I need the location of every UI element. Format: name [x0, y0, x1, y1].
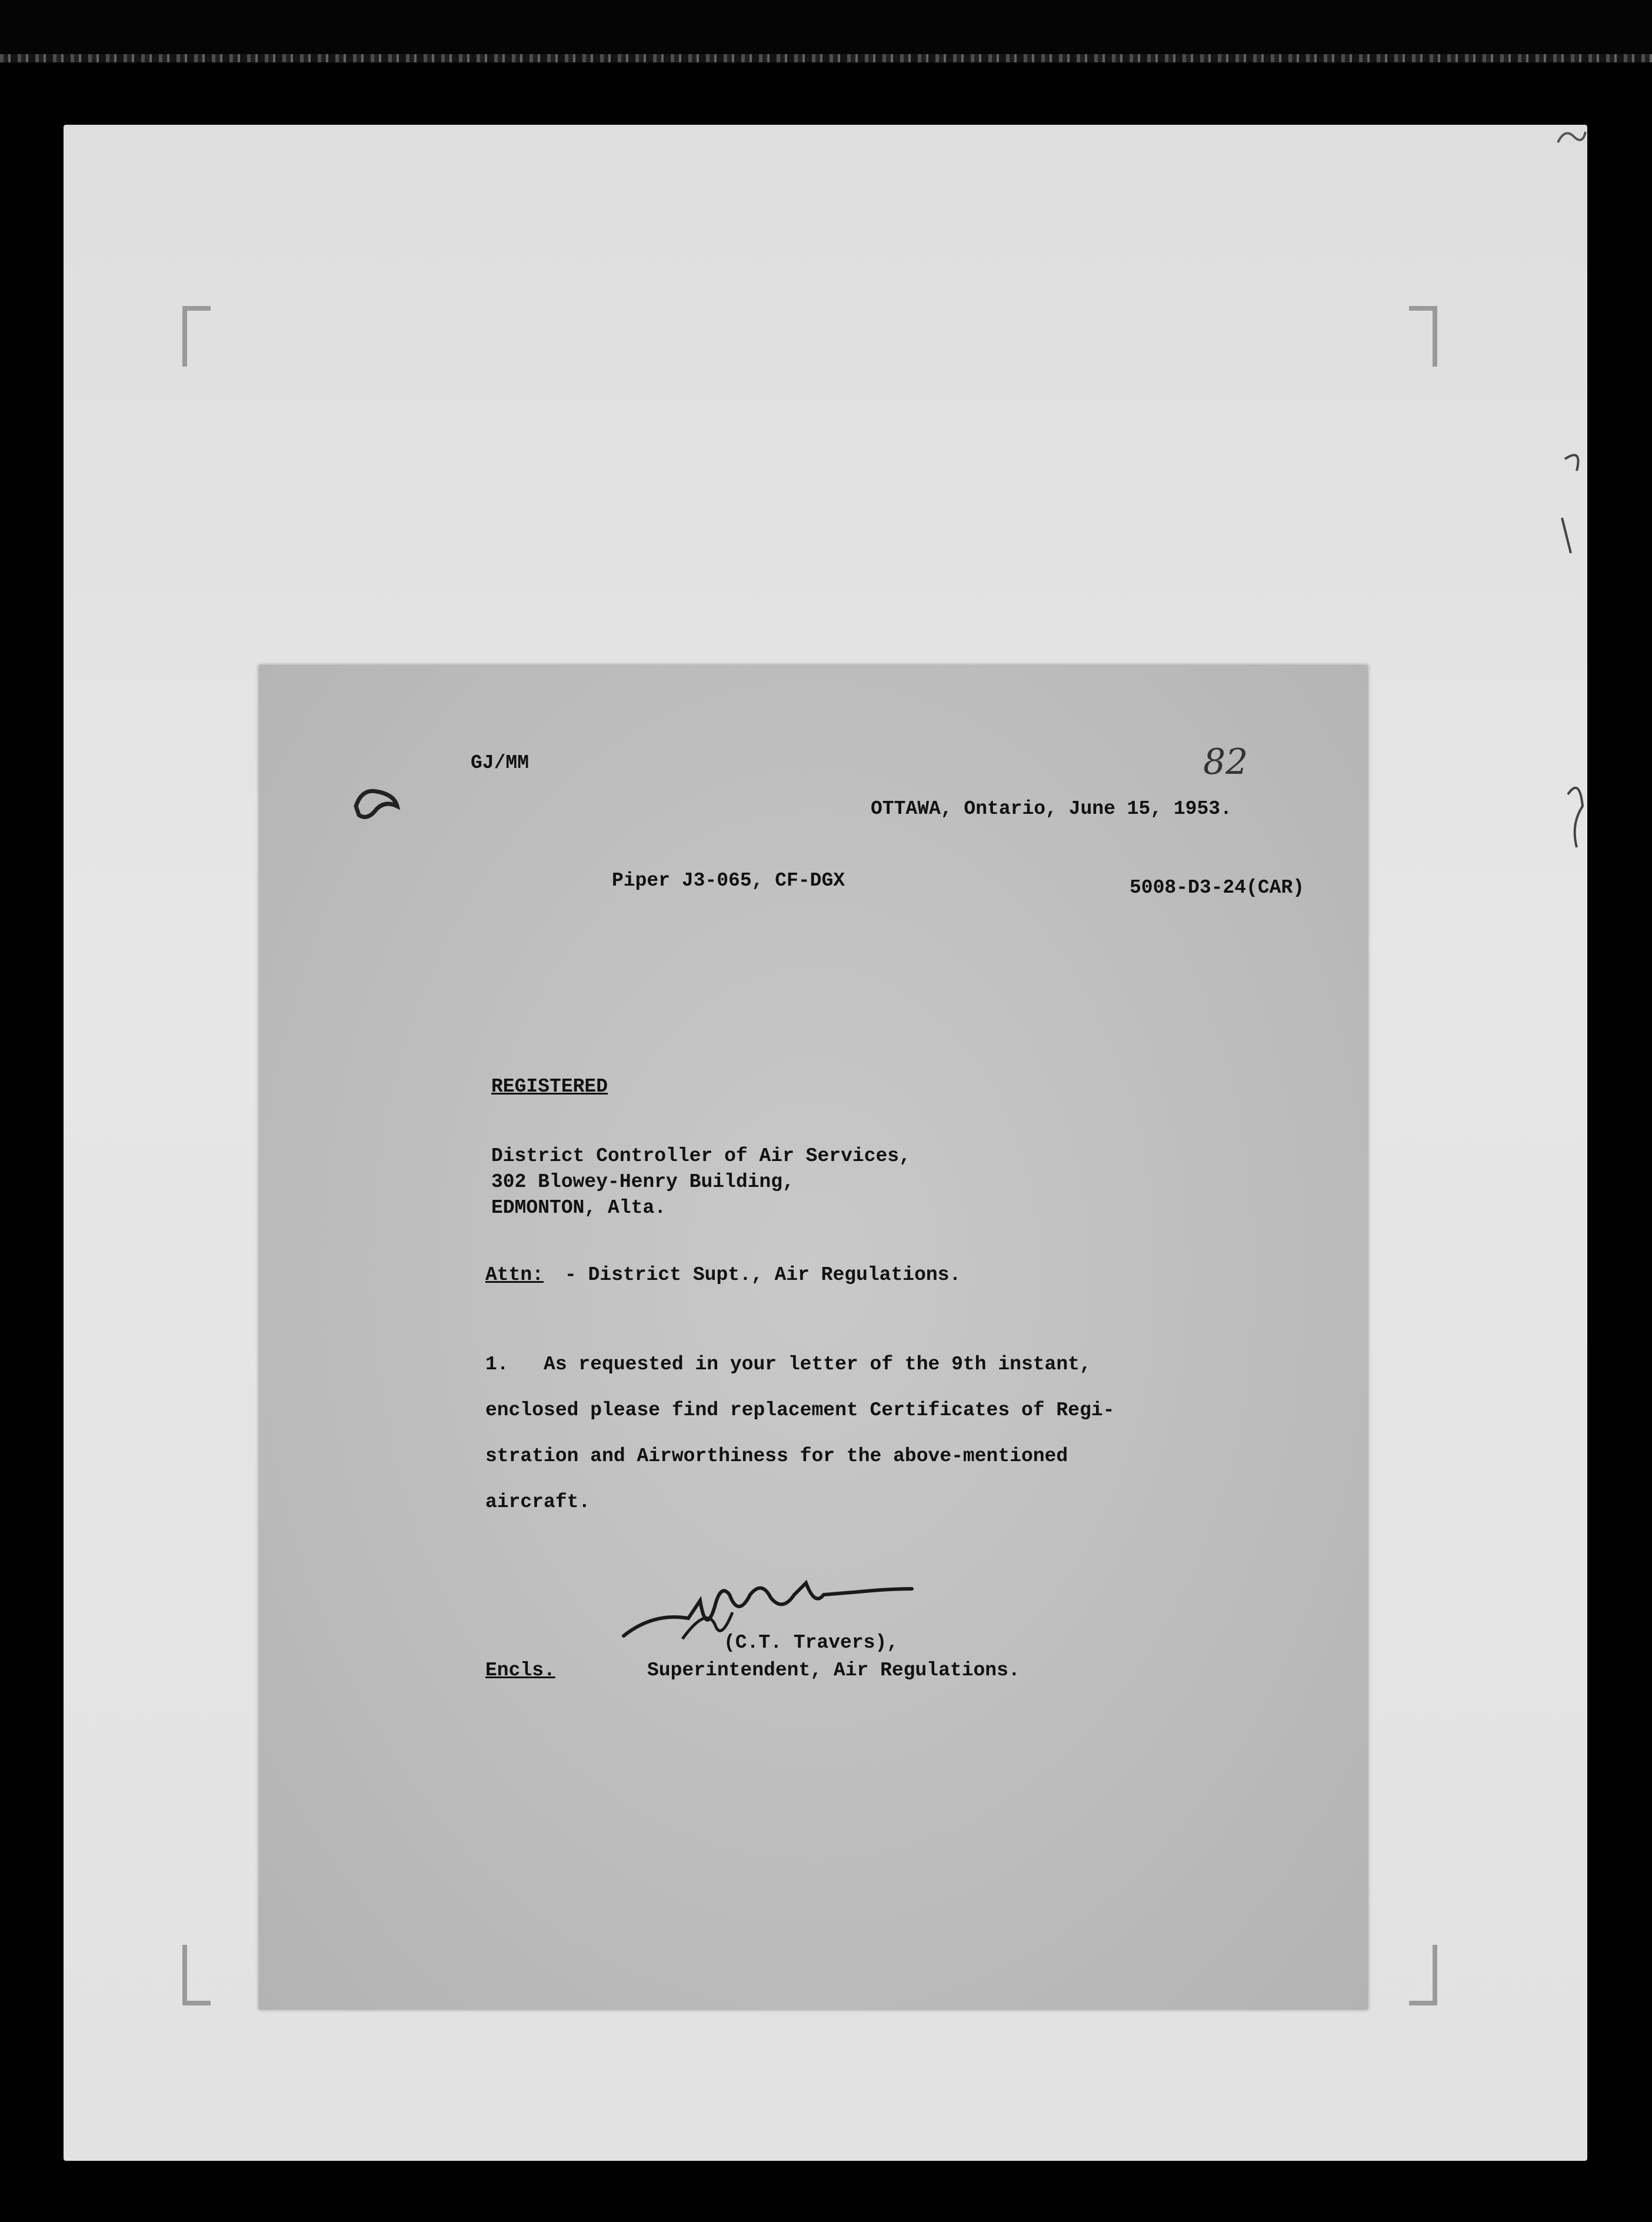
reference-initials: GJ/MM [471, 752, 529, 774]
film-top-strip [0, 0, 1652, 62]
crop-mark-bottom-left [182, 1945, 211, 2005]
margin-scribble-marks [1553, 447, 1588, 859]
body-line: 1. As requested in your letter of the 9th instant, [485, 1353, 1091, 1375]
letter-page [259, 665, 1368, 2010]
crop-mark-top-right [1409, 306, 1437, 367]
address-line: 302 Blowey-Henry Building, [491, 1171, 794, 1193]
subject-line: Piper J3-065, CF-DGX [612, 870, 845, 892]
hole-punch-mark [350, 786, 403, 827]
body-line: enclosed please find replacement Certificates of Regi- [485, 1399, 1115, 1421]
crop-mark-bottom-right [1409, 1945, 1437, 2005]
body-line: aircraft. [485, 1491, 591, 1513]
signatory-title: Superintendent, Air Regulations. [647, 1659, 1020, 1681]
file-number: 5008-D3-24(CAR) [1130, 877, 1305, 899]
attention-label: Attn: [485, 1264, 544, 1286]
address-line: EDMONTON, Alta. [491, 1197, 667, 1219]
registered-heading: REGISTERED [491, 1076, 608, 1097]
attention-text: - District Supt., Air Regulations. [565, 1264, 961, 1286]
address-line: District Controller of Air Services, [491, 1145, 911, 1167]
enclosures-label: Encls. [485, 1659, 555, 1681]
handwritten-page-number: 82 [1203, 741, 1248, 783]
corner-scribble-mark [1553, 125, 1588, 148]
crop-mark-top-left [182, 306, 211, 367]
date-line: OTTAWA, Ontario, June 15, 1953. [871, 798, 1232, 820]
body-line: stration and Airworthiness for the above-mentioned [485, 1445, 1068, 1467]
signatory-name: (C.T. Travers), [724, 1632, 899, 1654]
film-top-edge [0, 54, 1652, 62]
